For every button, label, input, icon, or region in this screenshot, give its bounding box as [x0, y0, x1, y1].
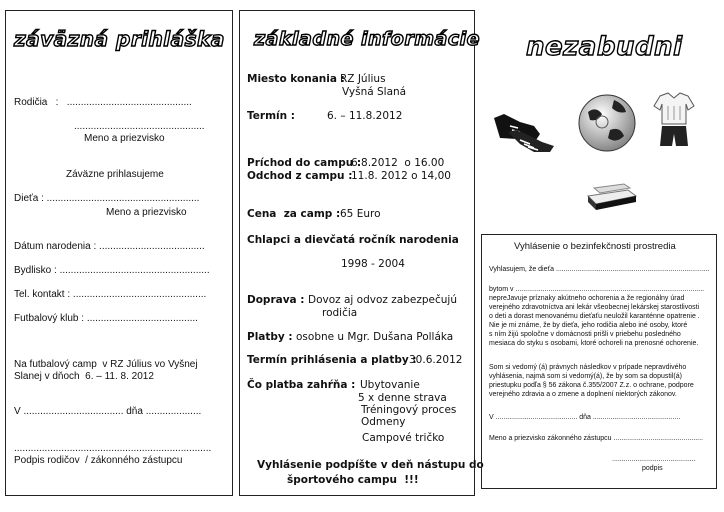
arrival-value: 6.8.2012 o 16.00 [351, 157, 445, 169]
includes-item: 5 x denne strava [358, 392, 447, 404]
declaration-text: s ním žijú spoločne v domácnosti prišli v priebehu posledného [489, 331, 681, 338]
arrival-label: Príchod do campu : [247, 157, 362, 169]
transport-label: Doprava : [247, 294, 305, 306]
info-title: základné informácie [254, 28, 480, 50]
birth-date-field: Dátum narodenia : ...................................... [14, 241, 205, 252]
declaration-signature-line: ........................................... [612, 456, 696, 463]
venue-line2: Vyšná Slaná [342, 86, 407, 98]
jersey-icon [652, 90, 696, 156]
term-value: 6. – 11.8.2012 [327, 110, 403, 122]
place-date-field: V .................................... dňa .................... [14, 406, 202, 417]
child-field: Dieťa : ....................................................... [14, 193, 200, 204]
declaration-text: Som si vedomý (á) právnych následkov v prípade nepravdivého [489, 364, 687, 371]
signup-panel [5, 10, 233, 496]
parents-field: Rodičia : ............................................. [14, 97, 192, 108]
declaration-text: mesiaca do styku s osobami, ktoré ochoreli na prenosné ochorenie. [489, 340, 699, 347]
parents-field-line2: ............................................... [74, 121, 205, 132]
declaration-text: o deti a dorast menovanému dieťaťu neuložil karanténne opatrenie . [489, 313, 700, 320]
name-surname-caption: Meno a priezvisko [84, 133, 165, 144]
deadline-value: 30.6.2012 [409, 354, 463, 366]
payments-label: Platby : [247, 331, 293, 343]
phone-contact-field: Tel. kontakt : ................................................ [14, 289, 207, 300]
includes-item: Tréningový proces [361, 404, 457, 416]
term-label: Termín : [247, 110, 295, 122]
includes-item: Campové tričko [362, 432, 445, 444]
includes-item: Ubytovanie [360, 379, 420, 391]
declaration-text: nepreJavuje príznaky akútneho ochorenia a že regionálny úrad [489, 295, 685, 302]
note-line2: športového campu !!! [287, 474, 419, 486]
info-panel [239, 10, 484, 496]
residence-field: Bydlisko : ...................................................... [14, 265, 210, 276]
camp-text-line2: Slanej v dňoch 6. – 11. 8. 2012 [14, 371, 154, 382]
declaration-address-field: bytom v ................................................................................................. [489, 286, 705, 293]
declaration-title: Vyhlásenie o bezinfekčnosti prostredia [514, 241, 676, 252]
birth-years-value: 1998 - 2004 [341, 258, 405, 270]
declaration-guardian-field: Meno a priezvisko zákonného zástupcu .............................................. [489, 435, 703, 442]
signup-title: záväzná prihláška [14, 27, 225, 51]
departure-value: 11.8. 2012 o 14,00 [351, 170, 451, 182]
signature-label: Podpis rodičov / zákonného zástupcu [14, 455, 183, 466]
football-boots-icon [490, 96, 560, 156]
declaration-text: verejného zdravotníctva ani lekár všeobecnej lekárskej starostlivosti [489, 304, 700, 311]
payments-value: osobne u Mgr. Dušana Polláka [296, 331, 454, 343]
declaration-text: priestupku podľa § 56 zákona č.355/2007 Z.z. o ochrane, podpore [489, 382, 694, 389]
birth-years-label: Chlapci a dievčatá ročník narodenia [247, 234, 459, 246]
declaration-text: vyhlásenia, najmä som si vedomý(á), že by som sa dopustil(á) [489, 373, 682, 380]
declaration-child-field: Vyhlasujem, že dieťa ............................................................................... [489, 266, 710, 273]
binding-signup-text: Záväzne prihlasujeme [66, 169, 164, 180]
football-club-field: Futbalový klub : ........................................ [14, 313, 198, 324]
departure-label: Odchod z campu : [247, 170, 353, 182]
football-ball-icon [576, 92, 638, 154]
reminder-title: nezabudni [526, 32, 683, 62]
transport-line2: rodičia [322, 307, 358, 319]
declaration-place-date: V .......................................... dňa ............................................. [489, 414, 681, 421]
health-declaration-box [481, 234, 717, 489]
price-label: Cena za camp : [247, 208, 341, 220]
name-surname-caption: Meno a priezvisko [106, 207, 187, 218]
price-value: 65 Euro [340, 208, 381, 220]
transport-line1: Dovoz aj odvoz zabezpečujú [308, 294, 457, 306]
signature-line: ....................................................................... [14, 443, 212, 454]
declaration-signature-label: podpis [642, 465, 663, 472]
includes-label: Čo platba zahŕňa : [247, 379, 356, 391]
towel-icon [584, 178, 640, 214]
venue-label: Miesto konania : [247, 73, 345, 85]
deadline-label: Termín prihlásenia a platby : [247, 354, 417, 366]
declaration-text: verejného zdravia a o zmene a doplnení niektorých zákonov. [489, 391, 677, 398]
camp-text-line1: Na futbalový camp v RZ Július vo Vyšnej [14, 359, 198, 370]
includes-item: Odmeny [361, 416, 406, 428]
note-line1: Vyhlásenie podpíšte v deň nástupu do [257, 459, 484, 471]
declaration-text: Nie je mi známe, že by dieťa, jeho rodičia alebo iné osoby, ktoré [489, 322, 688, 329]
venue-line1: RZ Július [340, 73, 386, 85]
